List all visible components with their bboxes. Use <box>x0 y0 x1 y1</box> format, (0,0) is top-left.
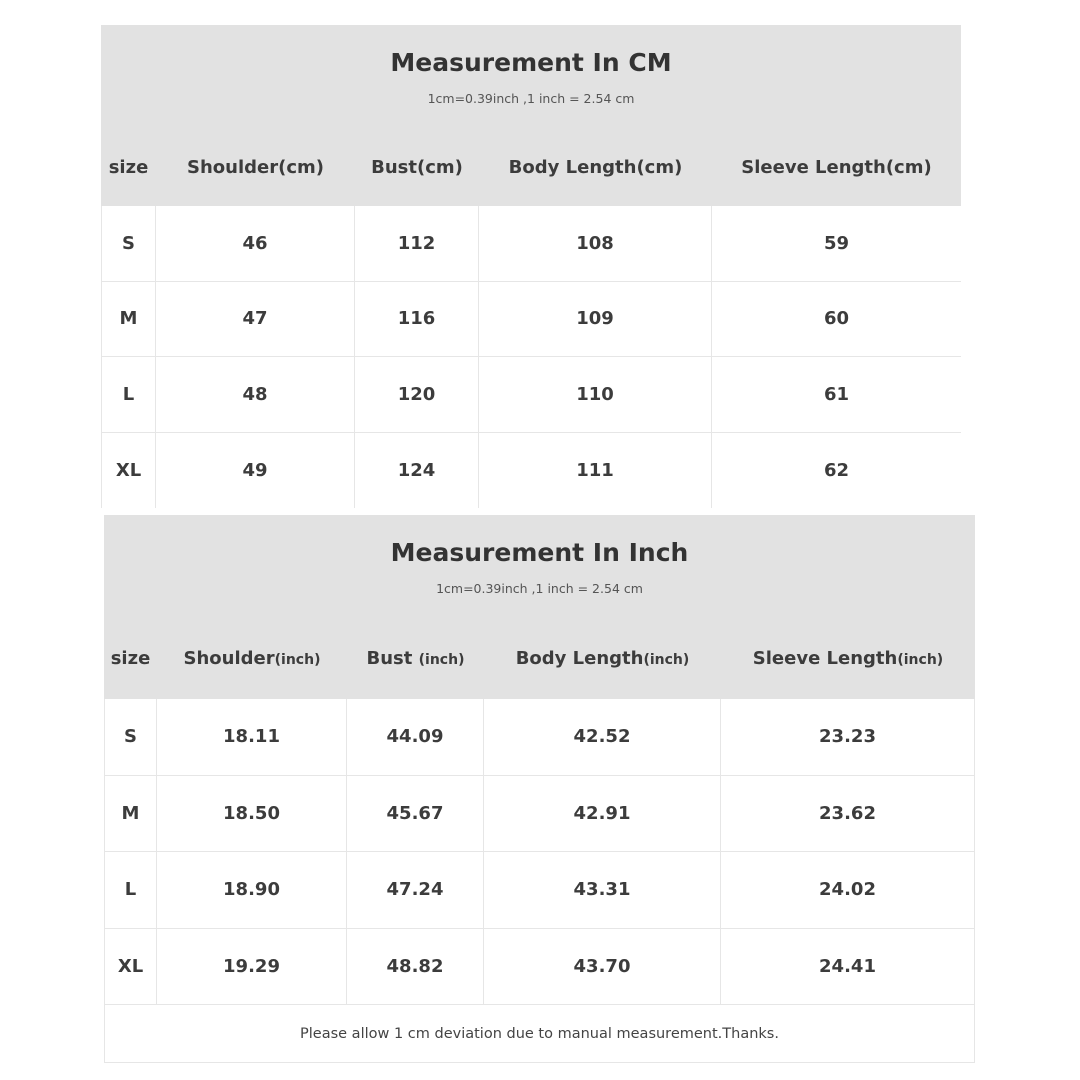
size-cell: M <box>104 776 157 852</box>
unit-label: (inch) <box>274 652 321 668</box>
table-row <box>101 206 961 282</box>
table-row <box>101 433 961 509</box>
cm-table-conversion-note: 1cm=0.39inch ,1 inch = 2.54 cm <box>427 91 635 106</box>
unit-label: (inch) <box>643 652 690 668</box>
bust-cell: 116 <box>355 282 479 357</box>
bust-cell: 47.24 <box>347 852 484 928</box>
inch-table-conversion-note: 1cm=0.39inch ,1 inch = 2.54 cm <box>436 581 643 596</box>
bust-cell: 120 <box>355 357 479 432</box>
inch-table-body <box>104 699 975 1005</box>
table-row <box>101 282 961 358</box>
size-cell: L <box>104 852 157 928</box>
sleeve-length-cell: 61 <box>823 383 850 405</box>
column-header-bust: Bust(cm) <box>371 157 463 178</box>
shoulder-cell: 48 <box>156 357 355 432</box>
body-length-cell: 42.52 <box>484 699 721 775</box>
inch-column-headers <box>104 646 975 672</box>
column-header-sleeve-length: Sleeve Length(inch) <box>752 648 944 669</box>
sleeve-length-cell: 62 <box>823 459 850 481</box>
shoulder-cell: 46 <box>156 206 355 281</box>
column-header-shoulder: Shoulder(cm) <box>187 157 324 178</box>
body-length-cell: 42.91 <box>484 776 721 852</box>
size-cell: L <box>101 357 156 432</box>
column-header-shoulder: Shoulder(inch) <box>183 648 321 669</box>
inch-table-header <box>104 515 975 699</box>
table-row <box>104 852 975 929</box>
shoulder-cell: 19.29 <box>157 929 347 1005</box>
body-length-cell: 43.31 <box>484 852 721 928</box>
bust-cell: 48.82 <box>347 929 484 1005</box>
size-cell: XL <box>101 433 156 509</box>
cm-table-body <box>101 206 961 508</box>
column-header-body-length: Body Length(inch) <box>515 648 690 669</box>
size-cell: S <box>104 699 157 775</box>
sleeve-length-cell: 60 <box>823 308 850 330</box>
bust-cell: 45.67 <box>347 776 484 852</box>
shoulder-cell: 49 <box>156 433 355 509</box>
table-row <box>104 699 975 776</box>
inch-measurement-table <box>104 515 975 1063</box>
column-header-sleeve-length: Sleeve Length(cm) <box>741 157 932 178</box>
measurement-deviation-note: Please allow 1 cm deviation due to manual measurement.Thanks. <box>104 1005 975 1063</box>
sleeve-length-cell: 23.23 <box>721 699 975 775</box>
shoulder-cell: 18.90 <box>157 852 347 928</box>
unit-label: (inch) <box>897 652 944 668</box>
sleeve-length-cell: 23.62 <box>721 776 975 852</box>
body-length-cell: 108 <box>479 206 712 281</box>
column-header-body-length: Body Length(cm) <box>508 157 683 178</box>
body-length-cell: 110 <box>479 357 712 432</box>
table-row <box>104 776 975 853</box>
unit-label: (inch) <box>418 652 465 668</box>
cm-table-title: Measurement In CM <box>390 48 672 77</box>
size-cell: S <box>101 206 156 281</box>
column-header-size: size <box>108 157 149 178</box>
body-length-cell: 109 <box>479 282 712 357</box>
body-length-cell: 111 <box>479 433 712 509</box>
bust-cell: 124 <box>355 433 479 509</box>
shoulder-cell: 47 <box>156 282 355 357</box>
sleeve-length-cell: 24.41 <box>721 929 975 1005</box>
sleeve-length-cell: 59 <box>823 232 850 254</box>
bust-cell: 44.09 <box>347 699 484 775</box>
table-row <box>104 929 975 1006</box>
cm-measurement-table <box>101 25 961 508</box>
table-row <box>101 357 961 433</box>
size-cell: XL <box>104 929 157 1005</box>
bust-cell: 112 <box>355 206 479 281</box>
shoulder-cell: 18.11 <box>157 699 347 775</box>
column-header-size: size <box>110 648 151 669</box>
size-cell: M <box>101 282 156 357</box>
body-length-cell: 43.70 <box>484 929 721 1005</box>
shoulder-cell: 18.50 <box>157 776 347 852</box>
cm-column-headers <box>101 155 961 181</box>
sleeve-length-cell: 24.02 <box>721 852 975 928</box>
column-header-bust: Bust (inch) <box>366 648 465 669</box>
inch-table-title: Measurement In Inch <box>390 538 689 567</box>
cm-table-header <box>101 25 961 206</box>
